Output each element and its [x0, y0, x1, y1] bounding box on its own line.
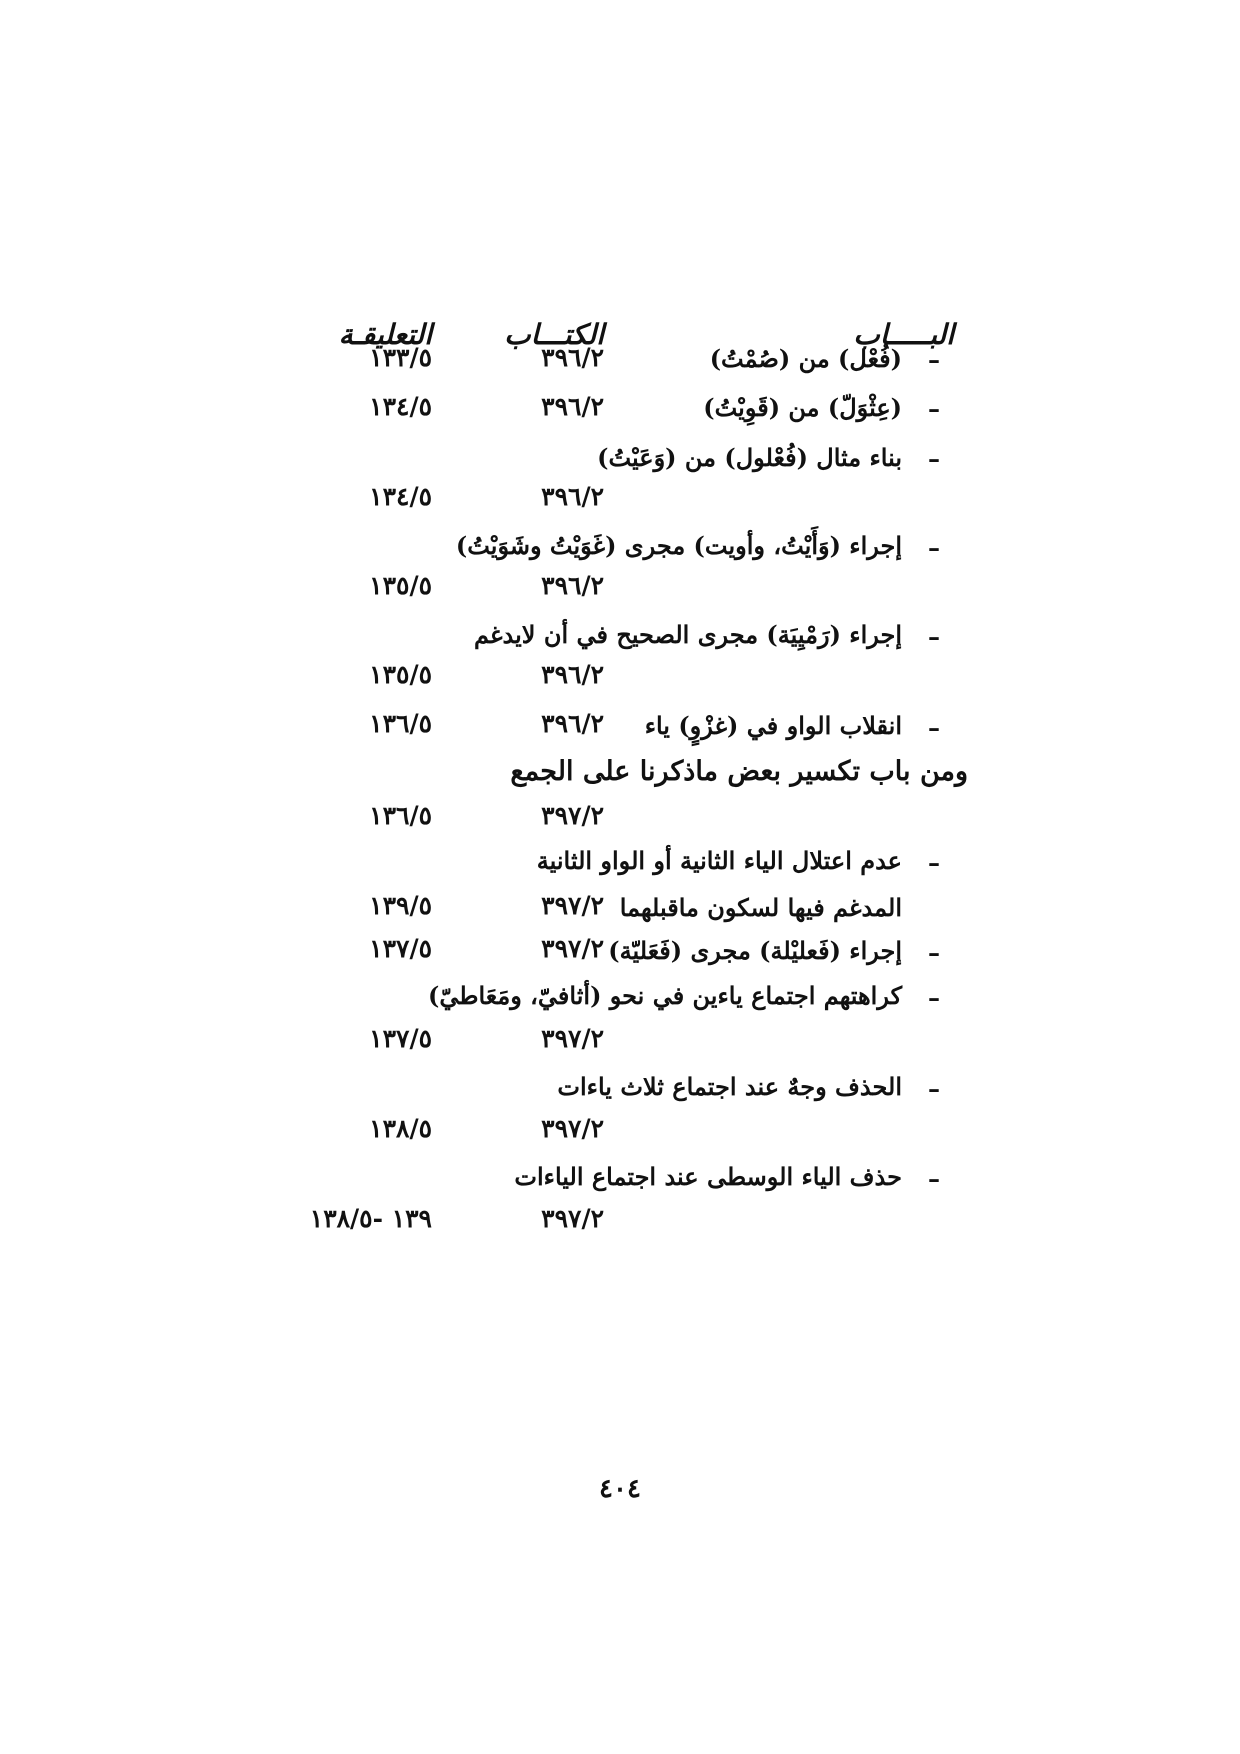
taliqa-ref: ١٣٩ -١٣٨/٥ — [309, 1204, 432, 1233]
entry-text: إجراء (وَأَيْتُ، وأويت) مجرى (غَوَيْتُ وشَوَيْتُ) — [455, 531, 902, 560]
kitab-ref: ٣٩٧/٢ — [541, 801, 604, 830]
taliqa-ref: ١٣٥/٥ — [369, 571, 432, 600]
kitab-ref: ٣٩٧/٢ — [541, 934, 604, 963]
entry-text: كراهتهم اجتماع ياءين في نحو (أثافيّ، ومَعَاطيّ) — [428, 981, 902, 1010]
taliqa-ref: ١٣٦/٥ — [369, 801, 432, 830]
entry-dash: – — [928, 1074, 940, 1103]
entry-text: الحذف وجهٌ عند اجتماع ثلاث ياءات — [557, 1072, 902, 1101]
taliqa-ref: ١٣٧/٥ — [369, 934, 432, 963]
kitab-ref: ٣٩٦/٢ — [541, 709, 604, 738]
kitab-ref: ٣٩٦/٢ — [541, 343, 604, 372]
entry-dash: – — [928, 444, 940, 473]
entry-text-continuation: المدغم فيها لسكون ماقبلهما — [619, 893, 902, 922]
entry-text: حذف الياء الوسطى عند اجتماع الياءات — [514, 1162, 902, 1191]
entry-dash: – — [928, 1164, 940, 1193]
entry-text: عدم اعتلال الياء الثانية أو الواو الثانية — [536, 846, 902, 875]
kitab-ref: ٣٩٧/٢ — [541, 1204, 604, 1233]
entry-dash: – — [928, 533, 940, 562]
taliqa-ref: ١٣٤/٥ — [369, 392, 432, 421]
kitab-ref: ٣٩٦/٢ — [541, 392, 604, 421]
entry-text: (عِثْوَلّ) من (قَوِيْتُ) — [703, 393, 902, 422]
header-kitab: الكتـــاب — [504, 318, 604, 351]
entry-dash: – — [928, 983, 940, 1012]
taliqa-ref: ١٣٣/٥ — [369, 343, 432, 372]
entry-text: (فُعْل) من (صُمْتُ) — [709, 344, 902, 373]
entry-text: انقلاب الواو في (غزْوٍ) ياء — [644, 711, 902, 740]
kitab-ref: ٣٩٦/٢ — [541, 571, 604, 600]
kitab-ref: ٣٩٧/٢ — [541, 1024, 604, 1053]
entry-dash: – — [928, 622, 940, 651]
page-number: ٤٠٤ — [599, 1474, 641, 1504]
entry-dash: – — [928, 345, 940, 374]
taliqa-ref: ١٣٦/٥ — [369, 709, 432, 738]
entry-text: إجراء (فَعليْلة) مجرى (فَعَليّة) — [608, 936, 902, 965]
header-taliqa: التعليقـة — [338, 318, 432, 351]
entry-dash: – — [928, 848, 940, 877]
entry-dash: – — [928, 938, 940, 967]
section-title: ومن باب تكسير بعض ماذكرنا على الجمع — [510, 756, 968, 787]
kitab-ref: ٣٩٦/٢ — [541, 660, 604, 689]
entry-text: بناء مثال (فُعْلول) من (وَعَيْتُ) — [597, 443, 902, 472]
header-bab: البـــــاب — [853, 318, 954, 351]
taliqa-ref: ١٣٤/٥ — [369, 482, 432, 511]
entry-dash: – — [928, 713, 940, 742]
taliqa-ref: ١٣٧/٥ — [369, 1024, 432, 1053]
entry-text: إجراء (رَمْيِيَة) مجرى الصحيح في أن لايدغم — [474, 620, 902, 649]
kitab-ref: ٣٩٧/٢ — [541, 891, 604, 920]
taliqa-ref: ١٣٨/٥ — [369, 1114, 432, 1143]
taliqa-ref: ١٣٩/٥ — [369, 891, 432, 920]
kitab-ref: ٣٩٦/٢ — [541, 482, 604, 511]
entry-dash: – — [928, 394, 940, 423]
taliqa-ref: ١٣٥/٥ — [369, 660, 432, 689]
kitab-ref: ٣٩٧/٢ — [541, 1114, 604, 1143]
